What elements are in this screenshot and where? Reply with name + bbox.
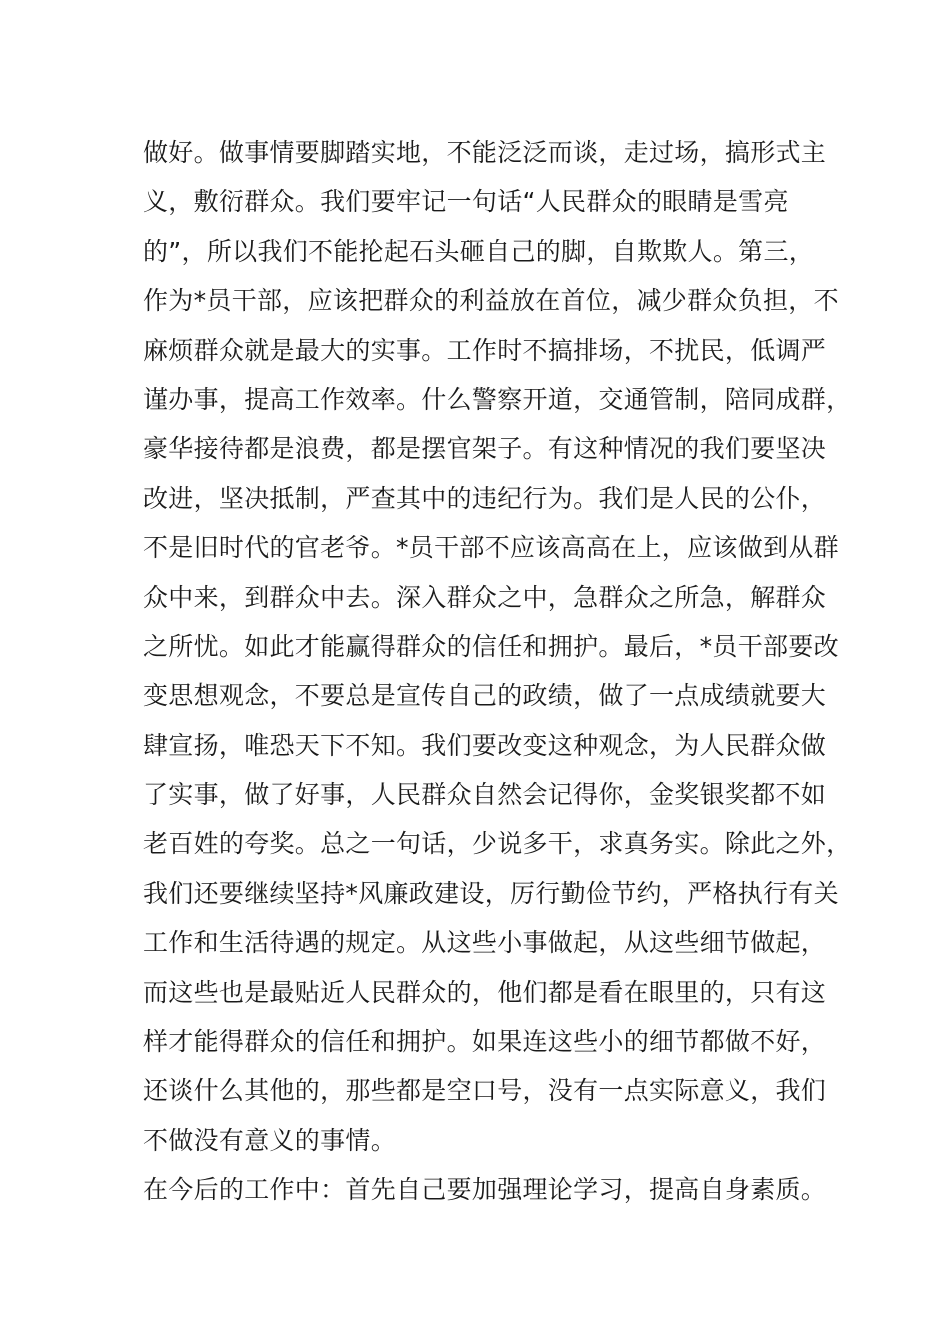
text-line: 义，敷衍群众。我们要牢记一句话“人民群众的眼睛是雪亮 <box>143 187 789 217</box>
document-body-text <box>143 128 852 1215</box>
text-line: 麻烦群众就是最大的实事。工作时不搞排场，不扰民，低调严 <box>143 335 827 365</box>
text-line: 在今后的工作中：首先自己要加强理论学习，提高自身素质。 <box>143 1175 827 1205</box>
text-line: 样才能得群众的信任和拥护。如果连这些小的细节都做不好， <box>143 1027 827 1057</box>
text-line: 肆宣扬，唯恐天下不知。我们要改变这种观念，为人民群众做 <box>143 730 827 760</box>
text-line: 变思想观念，不要总是宣传自己的政绩，做了一点成绩就要大 <box>143 681 827 711</box>
text-line: 作为*员干部，应该把群众的利益放在首位，减少群众负担，不 <box>143 286 839 316</box>
text-line: 众中来，到群众中去。深入群众之中，急群众之所急，解群众 <box>143 582 827 612</box>
text-line: 做好。做事情要脚踏实地，不能泛泛而谈，走过场，搞形式主 <box>143 138 827 167</box>
text-line: 不做没有意义的事情。 <box>143 1125 397 1155</box>
text-line: 豪华接待都是浪费，都是摆官架子。有这种情况的我们要坚决 <box>143 434 827 464</box>
text-line: 之所忧。如此才能赢得群众的信任和拥护。最后，*员干部要改 <box>143 631 839 661</box>
text-line: 谨办事，提高工作效率。什么警察开道，交通管制，陪同成群， <box>143 384 852 414</box>
text-line: 老百姓的夸奖。总之一句话，少说多干，求真务实。除此之外， <box>143 829 852 859</box>
text-line: 不是旧时代的官老爷。*员干部不应该高高在上，应该做到从群 <box>143 533 839 563</box>
text-line: 工作和生活待遇的规定。从这些小事做起，从这些细节做起， <box>143 928 827 958</box>
text-line: 改进，坚决抵制，严查其中的违纪行为。我们是人民的公仆， <box>143 483 827 513</box>
text-line: 还谈什么其他的，那些都是空口号，没有一点实际意义，我们 <box>143 1076 827 1106</box>
text-line: 了实事，做了好事，人民群众自然会记得你，金奖银奖都不如 <box>143 780 827 810</box>
text-line: 而这些也是最贴近人民群众的，他们都是看在眼里的，只有这 <box>143 977 827 1007</box>
text-line: 的”，所以我们不能抡起石头砸自己的脚，自欺欺人。第三， <box>143 236 815 266</box>
text-line: 我们还要继续坚持*风廉政建设，厉行勤俭节约，严格执行有关 <box>143 878 839 908</box>
